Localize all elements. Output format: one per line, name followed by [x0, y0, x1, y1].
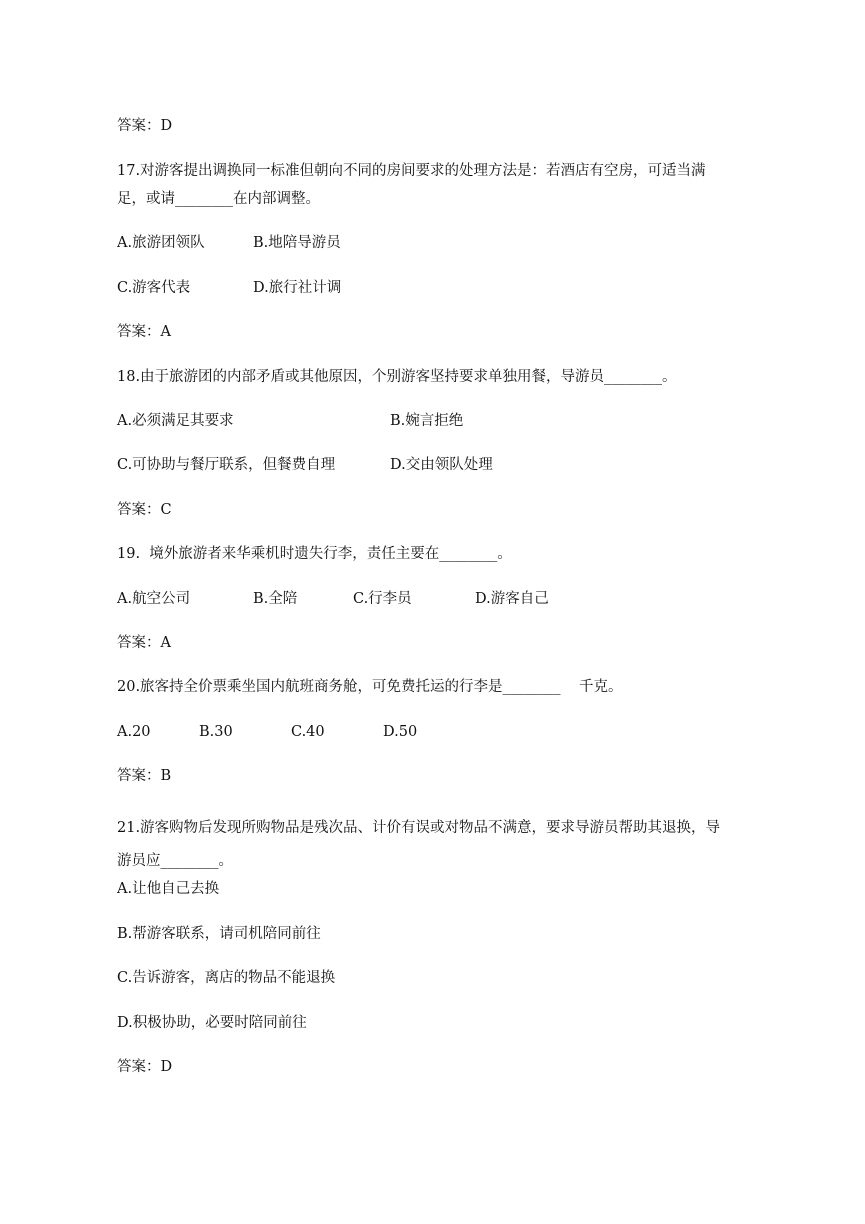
q17-option-a: A.旅游团领队 [117, 235, 205, 251]
q21-option-c: C.告诉游客，离店的物品不能退换 [117, 970, 336, 986]
q21-option-d: D.积极协助，必要时陪同前往 [117, 1015, 307, 1031]
q18-option-d: D.交由领队处理 [390, 457, 493, 473]
q16-answer: 答案：D [117, 118, 173, 134]
q20-option-d: D.50 [383, 724, 418, 740]
q18-option-b: B.婉言拒绝 [390, 413, 464, 429]
q18-option-c: C.可协助与餐厅联系，但餐费自理 [117, 457, 336, 473]
q19-option-a: A.航空公司 [117, 591, 191, 607]
q17-answer: 答案：A [117, 324, 171, 340]
q19-option-c: C.行李员 [353, 591, 412, 607]
q17-option-d: D.旅行社计调 [253, 280, 342, 296]
q19-option-d: D.游客自己 [475, 591, 549, 607]
q21-stem-line2: 游员应________。 [117, 853, 233, 869]
q17-option-b: B.地陪导游员 [253, 235, 341, 251]
q21-answer: 答案：D [117, 1059, 173, 1075]
q17-option-c: C.游客代表 [117, 280, 191, 296]
q20-option-b: B.30 [199, 724, 233, 740]
q20-option-c: C.40 [291, 724, 325, 740]
q18-answer: 答案：C [117, 502, 172, 518]
q19-answer: 答案：A [117, 635, 171, 651]
q21-option-b: B.帮游客联系，请司机陪同前往 [117, 926, 321, 942]
q20-option-a: A.20 [117, 724, 151, 740]
q19-stem-line1: 19. 境外旅游者来华乘机时遗失行李，责任主要在________。 [117, 546, 512, 562]
q21-stem-line1: 21.游客购物后发现所购物品是残次品、计价有误或对物品不满意，要求导游员帮助其退换，导 [117, 820, 721, 836]
q20-answer: 答案：B [117, 768, 172, 784]
q19-option-b: B.全陪 [253, 591, 298, 607]
q21-option-a: A.让他自己去换 [117, 881, 220, 897]
q17-stem-line1: 17.对游客提出调换同一标准但朝向不同的房间要求的处理方法是：若酒店有空房，可适当满 [117, 163, 706, 179]
q20-stem-line1: 20.旅客持全价票乘坐国内航班商务舱，可免费托运的行李是________ 千克。 [117, 679, 623, 695]
q18-option-a: A.必须满足其要求 [117, 413, 234, 429]
q17-stem-line2: 足，或请________在内部调整。 [117, 191, 320, 207]
q18-stem-line1: 18.由于旅游团的内部矛盾或其他原因，个别游客坚持要求单独用餐，导游员________。 [117, 369, 677, 385]
